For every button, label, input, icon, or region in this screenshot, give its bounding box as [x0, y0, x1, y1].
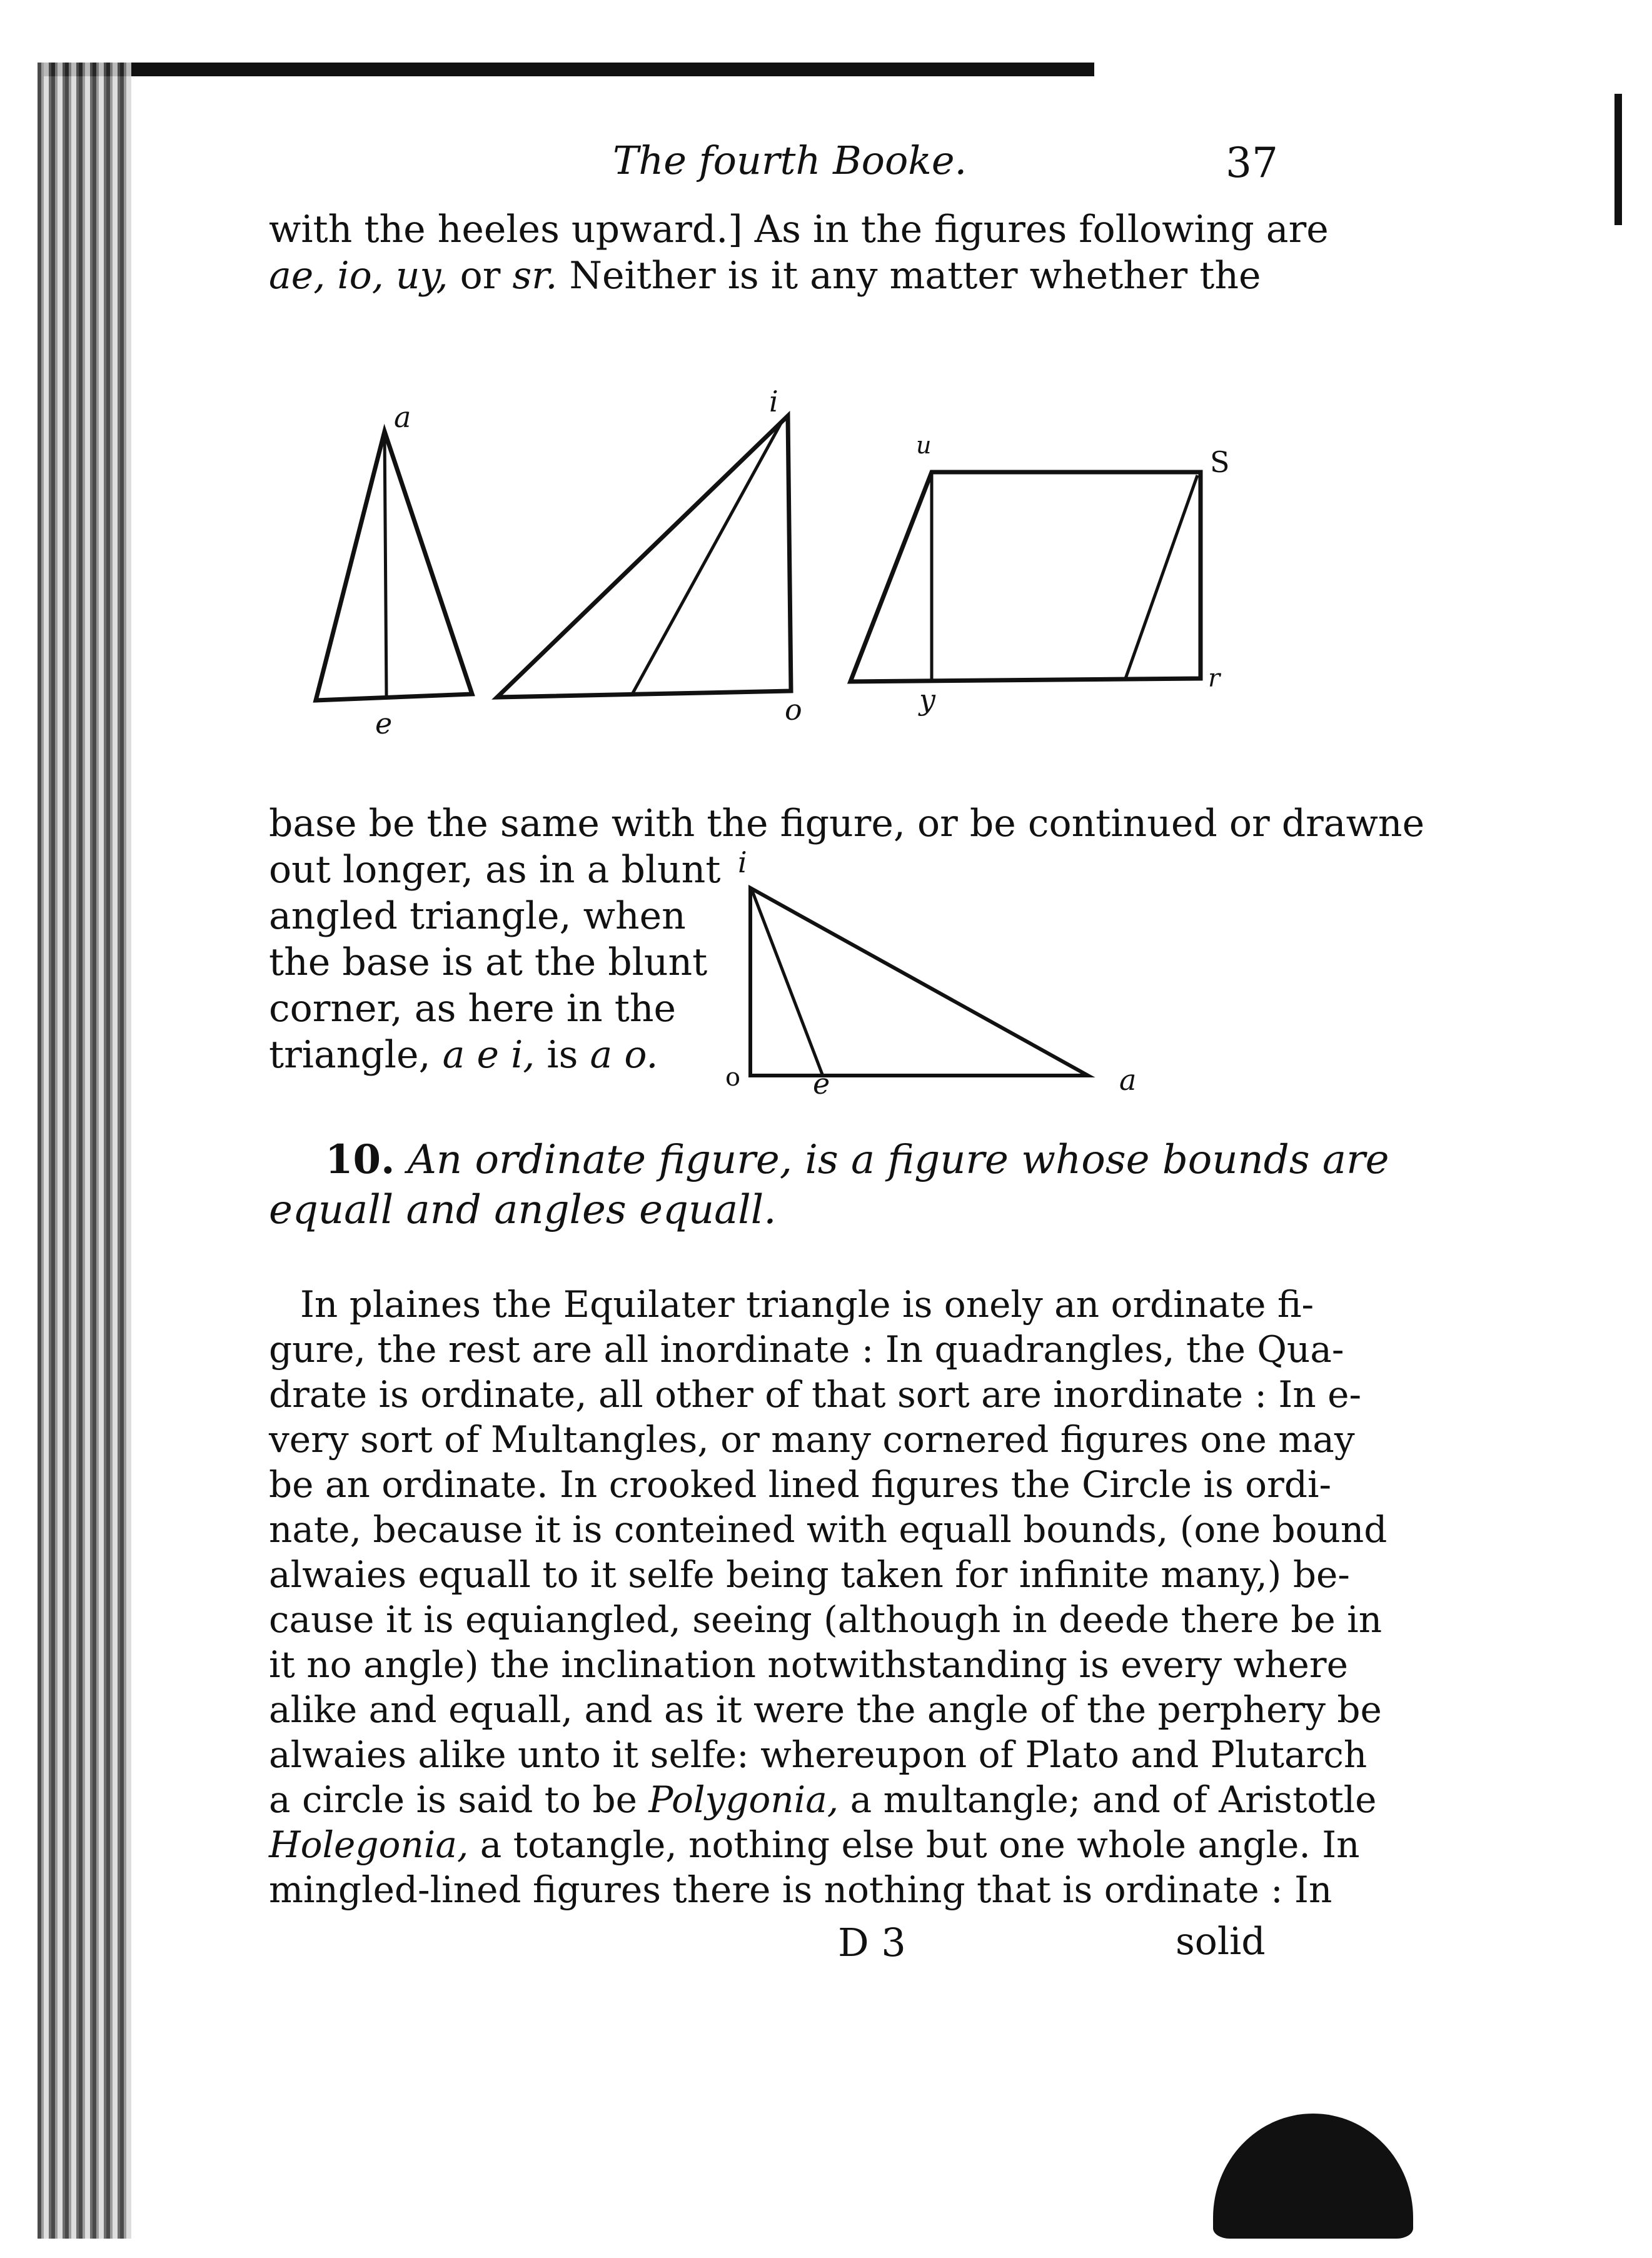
- body-line-12-prefix: a circle is said to be: [269, 1778, 649, 1821]
- page-number: 37: [1226, 139, 1278, 187]
- left-binding-edge: [38, 63, 131, 2239]
- intro-letters: ae, io, uy,: [269, 254, 448, 298]
- body-line-12-italic: Polygonia,: [648, 1778, 839, 1821]
- ink-blot: [1213, 2114, 1413, 2239]
- body-line-9: it no angle) the inclination notwithstanding is every where: [269, 1643, 1348, 1686]
- body-line-13: [269, 1822, 1360, 1867]
- label-right-corner: o: [785, 693, 802, 727]
- base-side-line-1: out longer, as in a blunt: [269, 848, 721, 892]
- body-line-11: alwaies alike unto it selfe: whereupon of Plato and Plutarch: [269, 1733, 1367, 1776]
- body-line-6: nate, because it is conteined with equall bounds, (one bound: [269, 1508, 1388, 1551]
- body-line-13-italic: Holegonia,: [269, 1823, 469, 1866]
- base-last-ao: a o.: [590, 1033, 658, 1077]
- label-para-top-left: u: [916, 431, 932, 459]
- base-side-line-2: angled triangle, when: [269, 894, 686, 938]
- base-last-aei: a e i,: [442, 1033, 535, 1077]
- proposition-line-1: [325, 1135, 1389, 1185]
- catchword: solid: [1176, 1920, 1266, 1963]
- intro-line-1: with the heeles upward.] As in the figures following are: [269, 208, 1329, 251]
- base-last-is: is: [535, 1033, 590, 1077]
- intro-rest: Neither is it any matter whether the: [557, 254, 1261, 298]
- parallelogram-slant: [1126, 475, 1197, 678]
- label-tri-base: e: [375, 707, 393, 740]
- base-side-line-5: [269, 1032, 682, 1078]
- body-line-4: very sort of Multangles, or many cornered figures one may: [269, 1418, 1355, 1461]
- triangle-ae: [316, 431, 472, 700]
- body-line-5: be an ordinate. In crooked lined figures the Circle is ordi-: [269, 1463, 1332, 1506]
- label-tri-apex: a: [394, 400, 411, 434]
- body-line-7: alwaies equall to it selfe being taken for infinite many,) be-: [269, 1553, 1350, 1596]
- label-blunt-top: i: [738, 845, 747, 879]
- running-title: The fourth Booke.: [613, 138, 967, 183]
- base-line-1: base be the same with the figure, or be continued or drawne: [269, 802, 1425, 845]
- triangle-io: [497, 416, 791, 697]
- body-line-14: mingled-lined figures there is nothing that is ordinate : In: [269, 1868, 1332, 1911]
- geometry-figures: [300, 388, 1276, 738]
- label-right-top: i: [769, 385, 778, 418]
- body-line-10: alike and equall, and as it were the angle of the perphery be: [269, 1688, 1382, 1731]
- body-line-12: [269, 1777, 1377, 1822]
- intro-line-2: [269, 253, 1294, 299]
- blunt-triangle: [750, 888, 1088, 1076]
- body-line-3: drate is ordinate, all other of that sort are inordinate : In e-: [269, 1373, 1362, 1416]
- body-line-2: gure, the rest are all inordinate : In quadrangles, the Qua-: [269, 1328, 1344, 1371]
- body-line-1: In plaines the Equilater triangle is onely an ordinate fi-: [300, 1283, 1314, 1326]
- label-blunt-left: o: [725, 1063, 741, 1092]
- right-edge-mark: [1614, 94, 1622, 225]
- parallelogram: [850, 472, 1201, 682]
- base-last-prefix: triangle,: [269, 1033, 443, 1077]
- label-blunt-right: a: [1119, 1063, 1137, 1097]
- label-para-bottom-left: y: [919, 683, 935, 717]
- signature-mark: D 3: [838, 1920, 906, 1965]
- body-line-12-rest: a multangle; and of Aristotle: [839, 1778, 1377, 1821]
- label-para-top-right: S: [1210, 445, 1230, 479]
- proposition-line-2: equall and angles equall.: [269, 1187, 777, 1233]
- base-side-line-3: the base is at the blunt: [269, 940, 708, 984]
- blunt-triangle-inner: [752, 889, 822, 1074]
- intro-sr: sr.: [512, 254, 558, 298]
- triangle-io-inner: [632, 422, 782, 695]
- body-line-13-rest: a totangle, nothing else but one whole angle. In: [468, 1823, 1360, 1866]
- proposition-text-1: An ordinate figure, is a figure whose bounds are: [407, 1137, 1389, 1183]
- base-side-line-4: corner, as here in the: [269, 987, 677, 1031]
- triangle-ae-height: [385, 431, 386, 697]
- top-border: [44, 63, 1094, 76]
- label-blunt-mid: e: [813, 1067, 830, 1101]
- label-para-bottom-right: r: [1208, 664, 1221, 693]
- intro-or: or: [448, 254, 513, 298]
- proposition-number: 10.: [325, 1136, 395, 1183]
- body-line-8: cause it is equiangled, seeing (although in deede there be in: [269, 1598, 1383, 1641]
- blunt-triangle-figure: [738, 875, 1113, 1088]
